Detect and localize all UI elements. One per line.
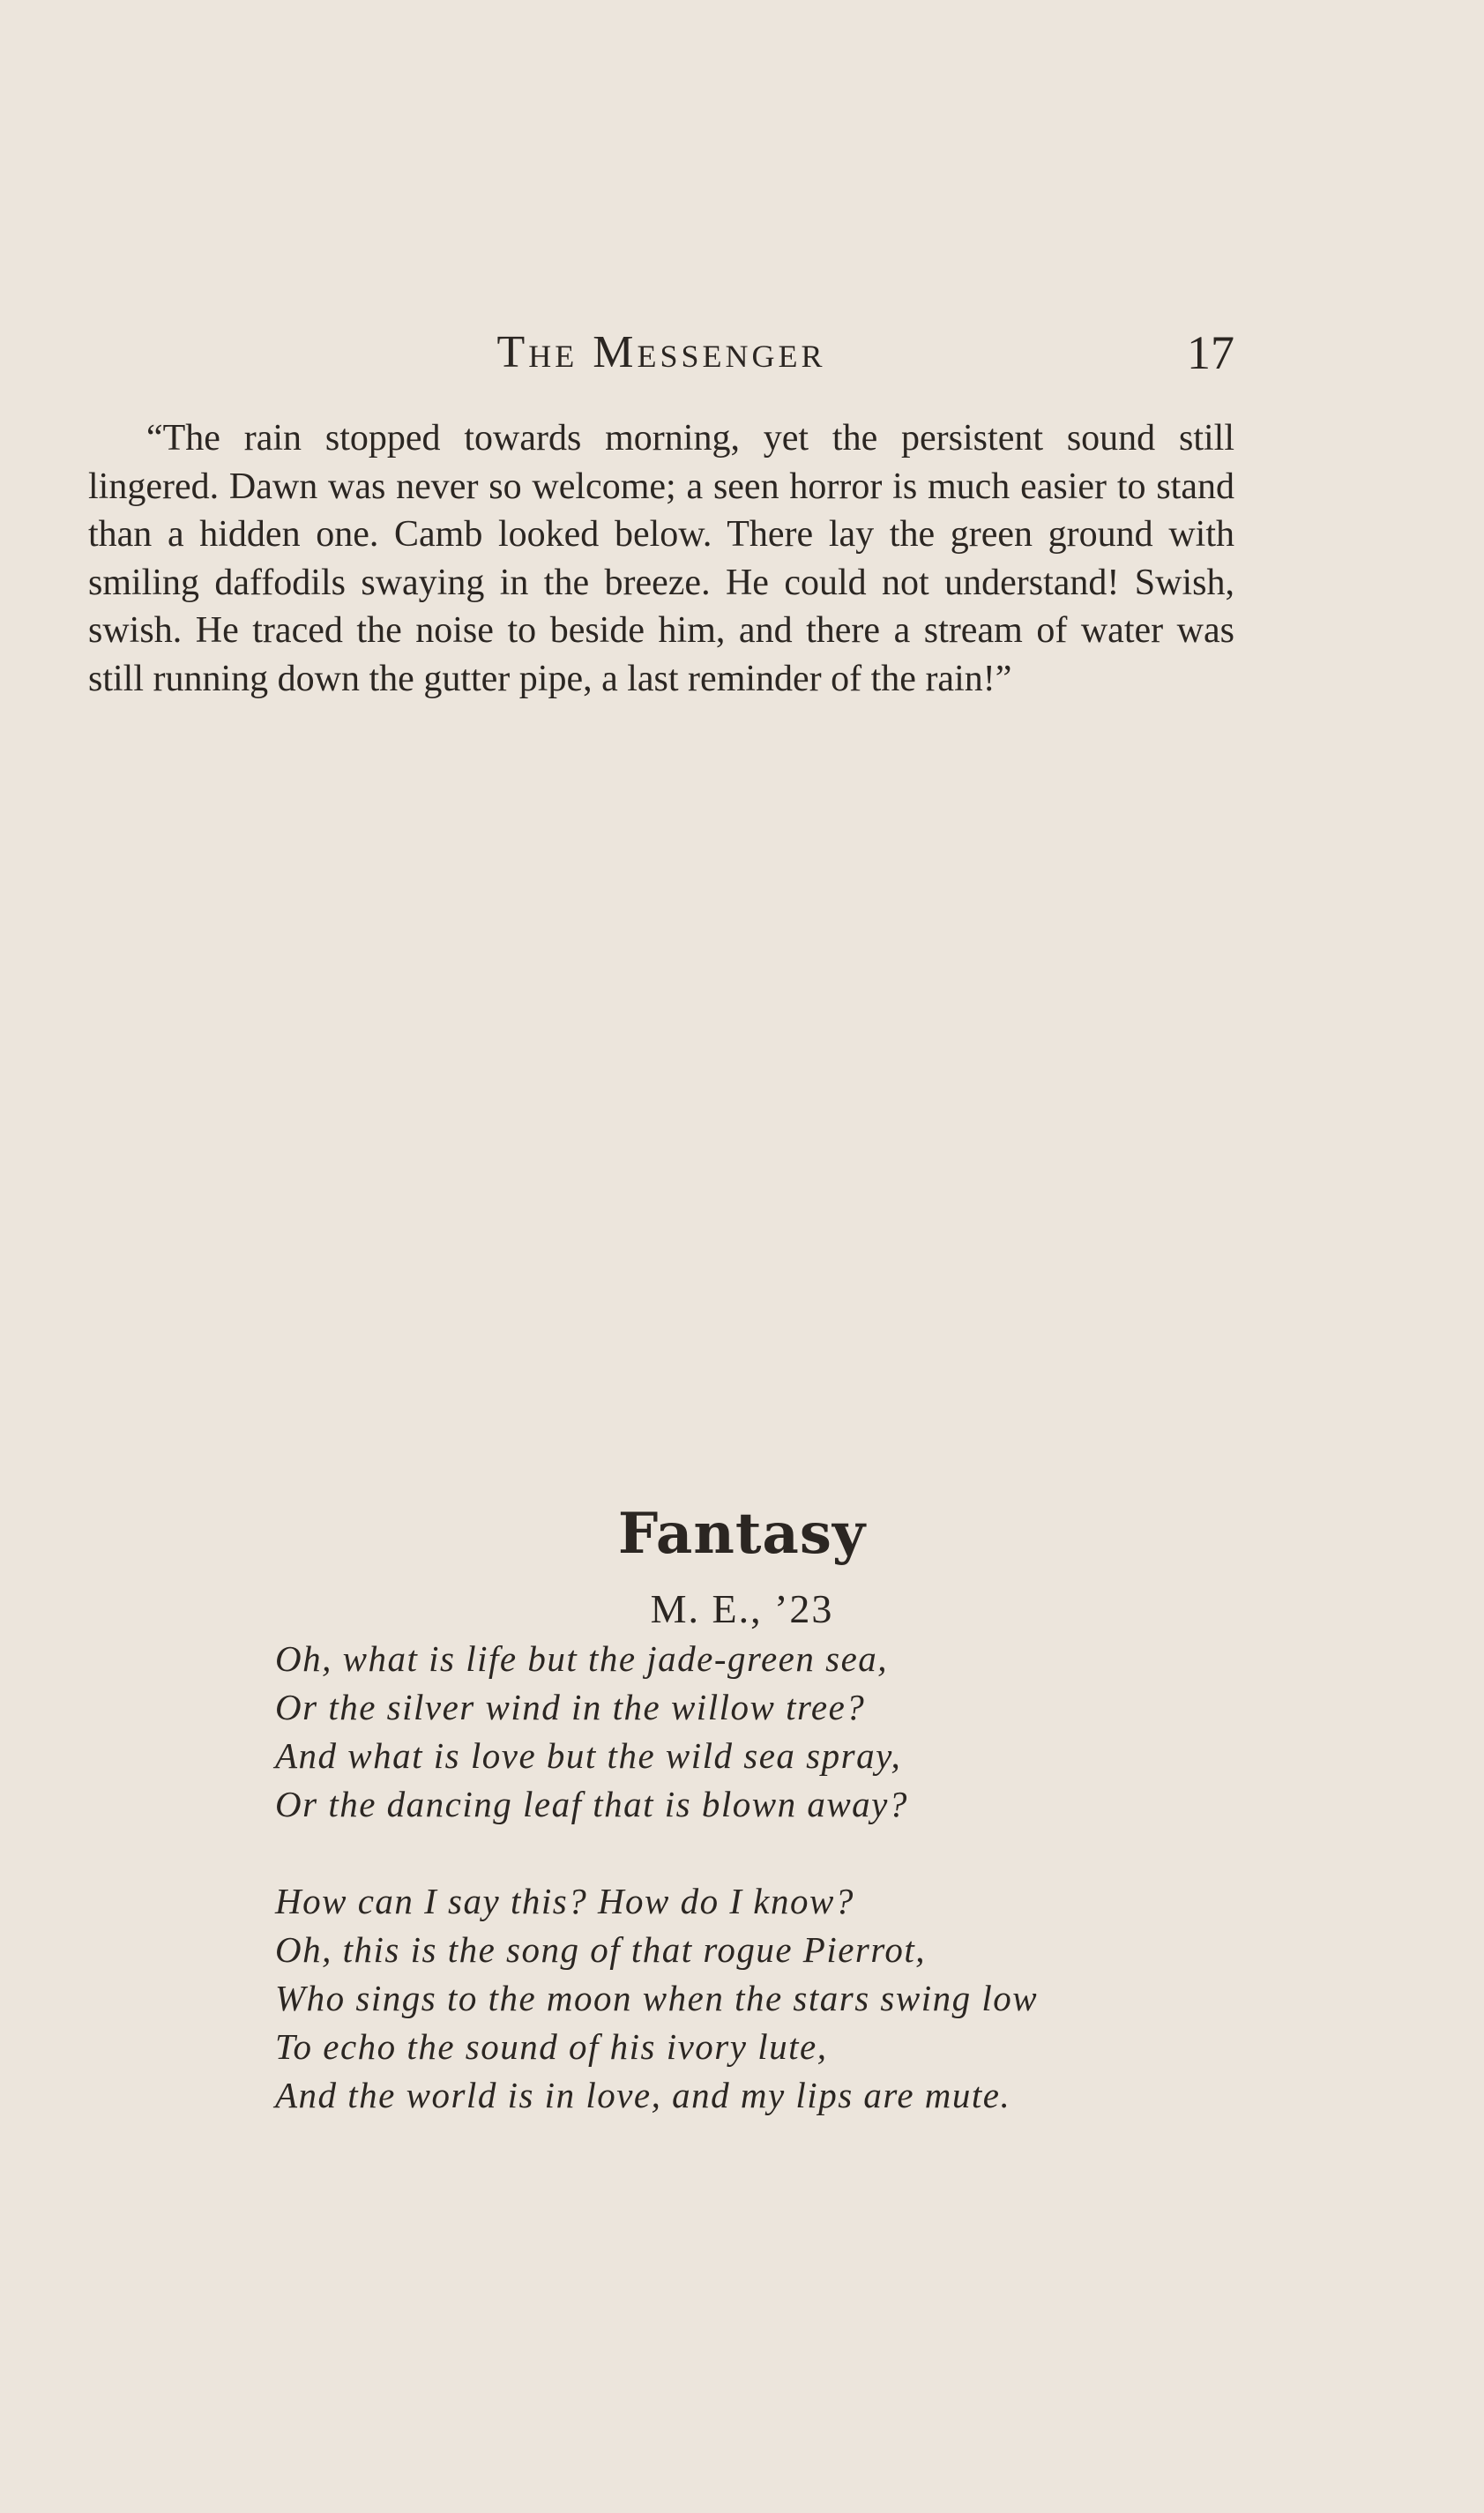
poem-line: Or the dancing leaf that is blown away? [275, 1784, 908, 1824]
page-number: 17 [1187, 326, 1234, 379]
poem-title: Fantasy [617, 1501, 867, 1567]
prose-paragraph: “The rain stopped towards morning, yet the persistent sound still lingered. Dawn was never so welcome; a seen horror is much easier to stand than a hidden one. Camb looked below. There lay the green ground with smiling daffodils swaying in the breeze. He could not understand! Swish, swish. He traced the noise to beside him, and there a stream of water was still running down the gutter pipe, a last reminder of the rain!” [88, 418, 1234, 699]
poem-line: And what is love but the wild sea spray, [275, 1735, 902, 1776]
poem-line: Or the silver wind in the willow tree? [275, 1687, 866, 1727]
running-head [88, 317, 1234, 388]
poem-line: How can I say this? How do I know? [275, 1881, 854, 1921]
poem-line: Oh, what is life but the jade-green sea, [275, 1638, 889, 1679]
poem-stanza [275, 1635, 1245, 1829]
poem-body [275, 1635, 1245, 2168]
poem-stanza [275, 1877, 1245, 2120]
running-title: The Messenger [496, 327, 826, 377]
poem-line: To echo the sound of his ivory lute, [275, 2026, 828, 2067]
poem-line: And the world is in love, and my lips are mute. [275, 2075, 1011, 2115]
poem-line: Oh, this is the song of that rogue Pierrot, [275, 1929, 926, 1970]
poem-author: M. E., ’23 [650, 1586, 834, 1631]
poem-line: Who sings to the moon when the stars swing low [275, 1978, 1039, 2018]
